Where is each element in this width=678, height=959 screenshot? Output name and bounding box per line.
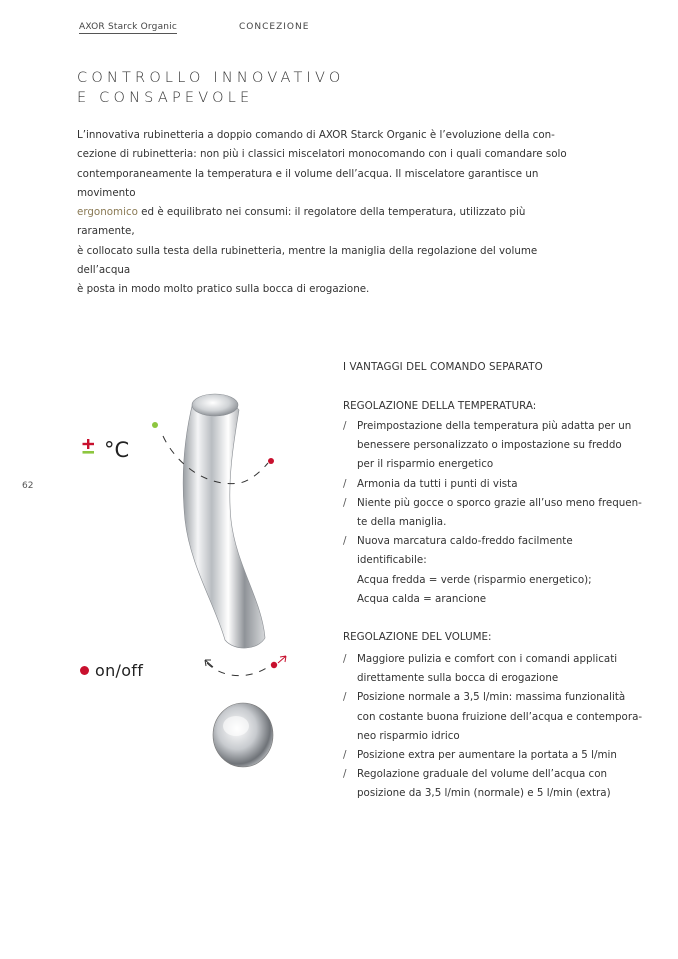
- celsius-symbol: °C: [104, 438, 130, 462]
- temperature-section-title: REGOLAZIONE DELLA TEMPERATURA:: [343, 400, 537, 412]
- volume-knob: [213, 703, 273, 767]
- intro-line: [77, 203, 567, 242]
- list-item: [343, 688, 643, 746]
- list-item: [343, 494, 643, 532]
- list-item: [343, 765, 643, 803]
- intro-paragraph: [77, 126, 567, 300]
- intro-line: è collocato sulla testa della rubinetteria, mentre la maniglia della regolazione del volume dell’acqua: [77, 244, 538, 277]
- list-item-line: Posizione extra per aumentare la portata a 5 l/min: [357, 749, 617, 762]
- intro-line: è posta in modo molto pratico sulla bocca di erogazione.: [77, 283, 370, 296]
- list-marker: /: [343, 477, 347, 490]
- list-item-line: Armonia da tutti i punti di vista: [357, 477, 518, 490]
- intro-line: L’innovativa rubinetteria a doppio comando di AXOR Starck Organic è l’evoluzione della con-: [77, 129, 555, 141]
- plus-minus-icon: [80, 437, 96, 459]
- page-title-line-1: CONTROLLO INNOVATIVO: [77, 70, 345, 86]
- temperature-list: [343, 417, 643, 609]
- list-item-line: neo risparmio idrico: [357, 729, 460, 742]
- list-item: [343, 417, 643, 475]
- list-marker: /: [343, 420, 347, 432]
- page-number: 62: [22, 481, 34, 491]
- red-dot-icon: [80, 666, 89, 675]
- advantages-title: I VANTAGGI DEL COMANDO SEPARATO: [343, 361, 543, 373]
- list-marker: /: [343, 768, 347, 781]
- temperature-label: [80, 437, 129, 462]
- volume-arc: [207, 663, 268, 676]
- list-item-line: Nuova marcatura caldo-freddo facilmente identificabile:: [357, 535, 573, 567]
- list-marker: /: [343, 691, 347, 704]
- list-item-line: direttamente sulla bocca di erogazione: [357, 672, 559, 685]
- intro-line-rest: ed è equilibrato nei consumi: il regolatore della temperatura, utilizzato più raramente,: [77, 206, 526, 238]
- arrow-right-icon: [278, 656, 286, 663]
- volume-list: [343, 650, 643, 804]
- list-item-line: Preimpostazione della temperatura più adatta per un: [357, 420, 632, 432]
- list-item-line: Acqua fredda = verde (risparmio energetico);: [357, 573, 592, 586]
- list-item: [343, 475, 643, 494]
- arrow-left-icon: [205, 660, 213, 667]
- list-item-line: Acqua calda = arancione: [357, 592, 487, 605]
- faucet-body: [183, 399, 265, 648]
- list-item-line: posizione da 3,5 l/min (normale) e 5 l/min (extra): [357, 787, 611, 800]
- list-item-line: Maggiore pulizia e comfort con i comandi applicati: [357, 653, 618, 665]
- list-item: [343, 650, 643, 688]
- list-item-line: benessere personalizzato o impostazione su freddo: [357, 439, 622, 452]
- list-item: [343, 532, 643, 609]
- intro-line: contemporaneamente la temperatura e il volume dell’acqua. Il miscelatore garantisce un movimento: [77, 167, 539, 199]
- header-section: CONCEZIONE: [239, 22, 310, 32]
- cold-marker-dot: [152, 422, 158, 428]
- list-item-line: Niente più gocce o sporco grazie all’uso meno frequen-: [357, 496, 642, 509]
- list-item-line: con costante buona fruizione dell’acqua e contempora-: [357, 710, 643, 723]
- hot-marker-dot: [268, 458, 274, 464]
- list-item-line: per il risparmio energetico: [357, 458, 494, 471]
- list-item-line: Regolazione graduale del volume dell’acqua con: [357, 768, 608, 781]
- volume-section-title: REGOLAZIONE DEL VOLUME:: [343, 631, 492, 643]
- page-title-line-2: E CONSAPEVOLE: [77, 90, 254, 106]
- volume-marker-dot: [271, 662, 277, 668]
- list-marker: /: [343, 653, 347, 665]
- faucet-top-cap: [192, 394, 238, 416]
- onoff-label: [80, 661, 143, 680]
- list-marker: /: [343, 749, 347, 762]
- onoff-text: on/off: [95, 661, 144, 680]
- list-item-line: Posizione normale a 3,5 l/min: massima funzionalità: [357, 691, 626, 704]
- intro-line: cezione di rubinetteria: non più i classici miscelatori monocomando con i quali comandare solo: [77, 148, 567, 161]
- page-title: [77, 68, 345, 108]
- header-brand: AXOR Starck Organic: [79, 22, 178, 32]
- list-marker: /: [343, 496, 347, 509]
- intro-highlight: ergonomico: [77, 206, 138, 219]
- list-marker: /: [343, 535, 347, 548]
- list-item: [343, 746, 643, 765]
- list-item-line: te della maniglia.: [357, 516, 447, 529]
